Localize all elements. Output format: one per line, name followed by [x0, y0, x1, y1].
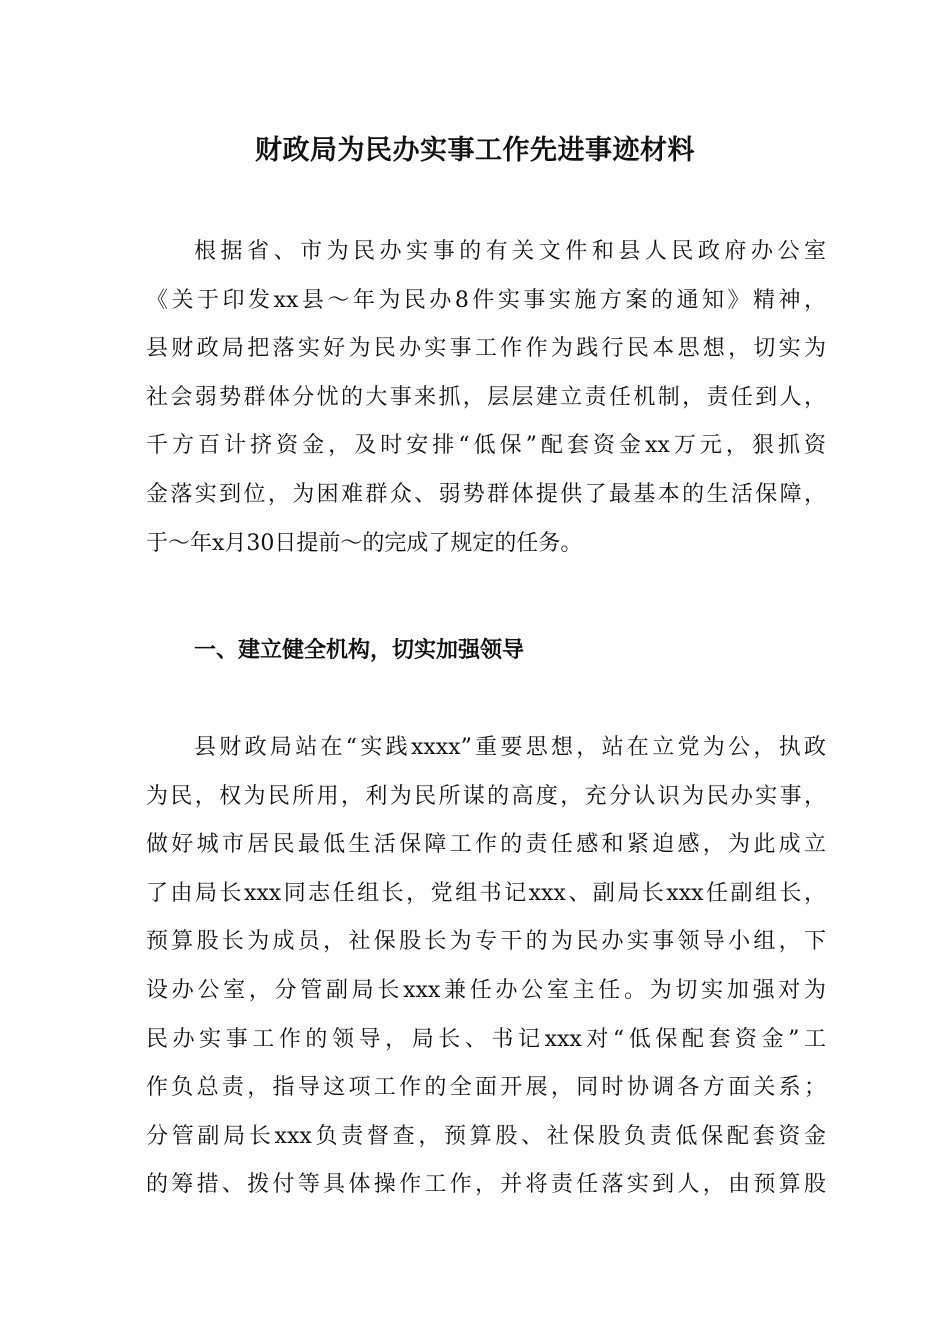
paragraph-line: 千方百计挤资金，及时安排“低保”配套资金xx万元，狠抓资 — [146, 433, 826, 459]
paragraph-line: 的筹措、拨付等具体操作工作，并将责任落实到人，由预算股 — [146, 1172, 826, 1198]
paragraph-line: 预算股长为成员，社保股长为专干的为民办实事领导小组，下 — [146, 929, 826, 955]
paragraph-line: 民办实事工作的领导，局长、书记xxx对“低保配套资金”工 — [146, 1026, 826, 1052]
paragraph-line: 设办公室，分管副局长xxx兼任办公室主任。为切实加强对为 — [146, 977, 826, 1003]
paragraph-line: 了由局长xxx同志任组长，党组书记xxx、副局长xxx任副组长， — [146, 880, 826, 906]
document-title: 财政局为民办实事工作先进事迹材料 — [255, 135, 695, 166]
paragraph-line: 于～年x月30日提前～的完成了规定的任务。 — [146, 530, 583, 556]
paragraph-line: 分管副局长xxx负责督查，预算股、社保股负责低保配套资金 — [146, 1123, 826, 1149]
paragraph-intro — [146, 228, 826, 568]
paragraph-line: 县财政局站在“实践xxxx”重要思想，站在立党为公，执政 — [194, 735, 826, 760]
paragraph-line: 为民，权为民所用，利为民所谋的高度，充分认识为民办实事， — [146, 783, 826, 809]
paragraph-line: 做好城市居民最低生活保障工作的责任感和紧迫感，为此成立 — [146, 832, 826, 858]
paragraph-line: 《关于印发xx县～年为民办8件实事实施方案的通知》精神， — [146, 287, 826, 313]
paragraph-line: 作负总责，指导这项工作的全面开展，同时协调各方面关系； — [146, 1075, 826, 1101]
paragraph-line: 社会弱势群体分忧的大事来抓，层层建立责任机制，责任到人， — [146, 384, 826, 410]
paragraph-line: 金落实到位，为困难群众、弱势群体提供了最基本的生活保障， — [146, 481, 826, 507]
paragraph-line: 县财政局把落实好为民办实事工作作为践行民本思想，切实为 — [146, 336, 826, 362]
section-heading: 一、建立健全机构，切实加强领导 — [194, 637, 525, 663]
paragraph-line: 根据省、市为民办实事的有关文件和县人民政府办公室 — [194, 239, 826, 264]
paragraph-section1 — [146, 724, 826, 1210]
